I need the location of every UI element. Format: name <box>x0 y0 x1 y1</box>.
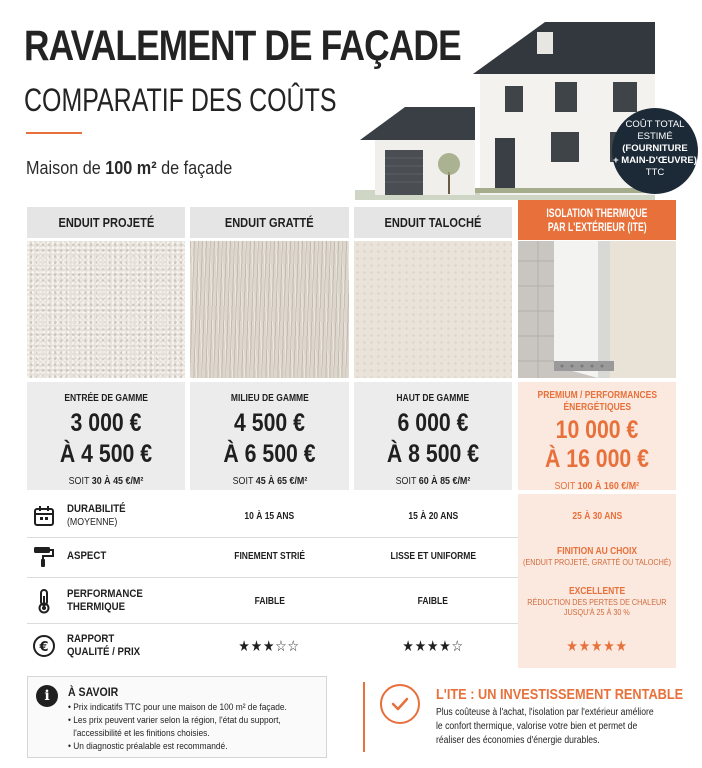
feature-row-performance <box>27 578 676 624</box>
column-header-enduit-projete: ENDUIT PROJETÉ <box>27 207 185 238</box>
house-illustration <box>355 12 655 200</box>
ite-note-title: L'ITE : UN INVESTISSEMENT RENTABLE <box>436 686 684 703</box>
texture-enduit-taloche <box>354 241 512 378</box>
performance-value-taloche: FAIBLE <box>417 595 449 607</box>
thermometer-icon <box>31 588 57 614</box>
calendar-icon <box>31 503 57 529</box>
info-list: • Prix indicatifs TTC pour une maison de 100 m² de façade. • Les prix peuvent varier selon la région, l'état du support, l'accessibilité et les finitions choisies. • Un diagnostic préalable est recommandé. <box>68 702 287 752</box>
aspect-value-taloche: LISSE ET UNIFORME <box>390 550 476 562</box>
rating-stars-projete: ★★★☆☆ <box>238 638 301 655</box>
durabilite-value-projete: 10 À 15 ANS <box>244 510 295 522</box>
aspect-value-gratte: FINEMENT STRIÉ <box>234 550 305 562</box>
column-header-enduit-taloche: ENDUIT TALOCHÉ <box>354 207 512 238</box>
price-cell-enduit-gratte: MILIEU DE GAMME 4 500 € À 6 500 € SOIT 45 À 65 €/M² <box>190 382 349 490</box>
info-box <box>27 676 327 758</box>
paint-roller-icon <box>31 543 57 569</box>
feature-label: € RAPPORT QUALITÉ / PRIX <box>27 624 185 668</box>
performance-value-gratte: FAIBLE <box>254 595 285 607</box>
performance-value-ite: EXCELLENTE RÉDUCTION DES PERTES DE CHALEUR JUSQU'À 25 À 30 % <box>518 578 676 624</box>
info-title: À SAVOIR <box>68 685 119 699</box>
aspect-value-ite: FINITION AU CHOIX (ENDUIT PROJETÉ, GRATTÉ OU TALOCHÉ) <box>518 534 676 578</box>
column-header-enduit-gratte: ENDUIT GRATTÉ <box>190 207 349 238</box>
house-size-caption: Maison de 100 m² de façade <box>26 158 233 178</box>
texture-ite-layers <box>518 241 676 378</box>
durabilite-value-gratte: 15 À 20 ANS <box>408 510 458 522</box>
feature-row-aspect <box>27 534 676 578</box>
price-cell-ite: PREMIUM / PERFORMANCES ÉNERGÉTIQUES 10 000 € À 16 000 € SOIT 100 À 160 €/M² <box>518 382 676 490</box>
feature-label: PERFORMANCE THERMIQUE <box>27 578 185 624</box>
rating-stars-ite: ★★★★★ <box>518 624 676 668</box>
info-icon: i <box>36 685 58 707</box>
feature-row-rapport <box>27 624 676 668</box>
page-subtitle: COMPARATIF DES COÛTS <box>24 82 337 118</box>
ite-note-divider <box>363 682 365 752</box>
feature-label: DURABILITÉ (MOYENNE) <box>27 494 185 538</box>
page-title: RAVALEMENT DE FAÇADE <box>24 22 461 70</box>
texture-enduit-projete <box>27 241 185 378</box>
ite-note-text: Plus coûteuse à l'achat, l'isolation par l'extérieur améliore le confort thermique, valorise votre bien et permet de réaliser des économies d'énergie durables. <box>436 707 654 746</box>
feature-label: ASPECT <box>27 534 185 578</box>
column-header-ite: ISOLATION THERMIQUE PAR L'EXTÉRIEUR (ITE) <box>518 200 676 240</box>
euro-icon <box>31 633 57 659</box>
price-cell-enduit-projete: ENTRÉE DE GAMME 3 000 € À 4 500 € SOIT 30 À 45 €/M² <box>27 382 185 490</box>
rating-stars-taloche: ★★★★☆ <box>402 638 464 655</box>
texture-enduit-gratte <box>190 241 349 378</box>
check-circle-icon <box>380 684 420 724</box>
total-cost-badge: COÛT TOTAL ESTIMÉ (FOURNITURE + MAIN-D'ŒUVRE) TTC <box>612 108 698 194</box>
svg-text:€: € <box>39 640 49 655</box>
durabilite-value-ite: 25 À 30 ANS <box>518 494 676 538</box>
price-cell-enduit-taloche: HAUT DE GAMME 6 000 € À 8 500 € SOIT 60 À 85 €/M² <box>354 382 512 490</box>
feature-row-durabilite <box>27 494 676 538</box>
title-divider <box>26 132 82 134</box>
